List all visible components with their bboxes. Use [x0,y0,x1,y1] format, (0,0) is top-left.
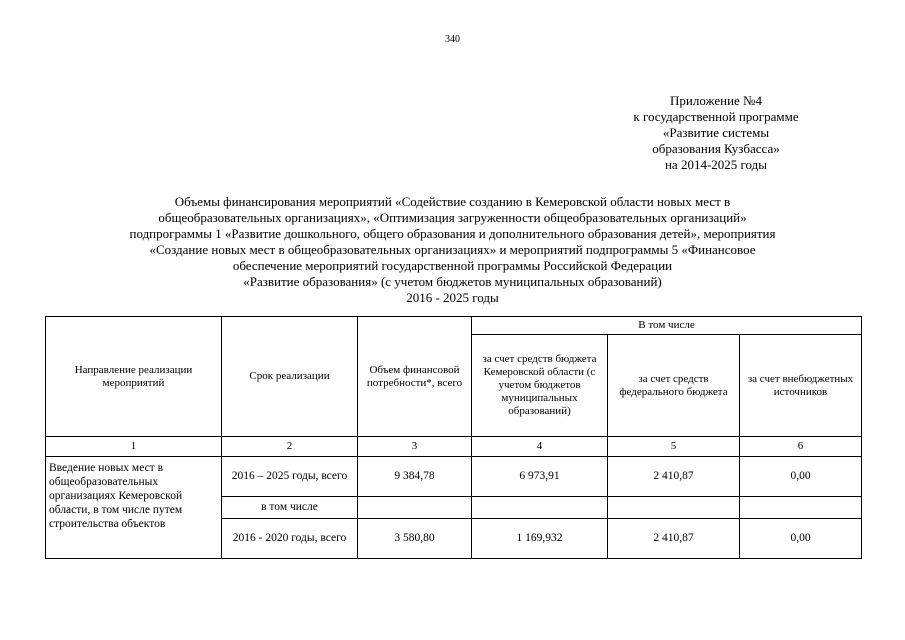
financing-table [45,316,862,559]
title-line: «Развитие образования» (с учетом бюджетов муниципальных образований) [243,274,662,289]
header-extrabudgetary: за счет внебюджетных источников [740,335,862,437]
page-number: 340 [445,34,460,45]
appendix-note [596,93,836,173]
column-number: 2 [222,437,358,457]
extra-cell: 0,00 [740,457,862,497]
title-line: 2016 - 2025 годы [406,290,499,305]
column-number-row [46,437,862,457]
table-row [46,457,862,497]
appendix-line: на 2014-2025 годы [664,157,768,172]
regional-cell: 6 973,91 [472,457,608,497]
title-line: общеобразовательных организациях», «Оптимизация загруженности общеобразовательных организаций» [158,210,747,225]
empty-cell [740,497,862,519]
title-line: подпрограммы 1 «Развитие дошкольного, общего образования и дополнительного образования детей», мероприятия [129,226,776,241]
federal-cell: 2 410,87 [608,519,740,559]
empty-cell [608,497,740,519]
federal-cell: 2 410,87 [608,457,740,497]
header-period: Срок реализации [222,317,358,437]
appendix-line: к государственной программе [633,109,799,124]
appendix-line: образования Кузбасса» [652,141,780,156]
title-line: Объемы финансирования мероприятий «Содействие созданию в Кемеровской области новых мест в [174,194,731,209]
regional-cell: 1 169,932 [472,519,608,559]
extra-cell: 0,00 [740,519,862,559]
header-direction: Направление реализации мероприятий [46,317,222,437]
title-line: обеспечение мероприятий государственной программы Российской Федерации [232,258,673,273]
header-volume: Объем финансовой потребности*, всего [358,317,472,437]
column-number: 6 [740,437,862,457]
direction-cell: Введение новых мест в общеобразовательных организациях Кемеровской области, в том числе путем строительства объектов [46,457,222,559]
title-line: «Создание новых мест в общеобразовательных организациях» и мероприятий подпрограммы 5 «Финансовое [149,242,756,257]
appendix-line: Приложение №4 [670,93,762,108]
column-number: 1 [46,437,222,457]
period-cell: 2016 - 2020 годы, всего [222,519,358,559]
header-federal-budget: за счет средств федерального бюджета [608,335,740,437]
header-regional-budget: за счет средств бюджета Кемеровской области (с учетом бюджетов муниципальных образований) [472,335,608,437]
volume-cell: 9 384,78 [358,457,472,497]
document-title [40,194,865,306]
appendix-line: «Развитие системы [662,125,770,140]
column-number: 5 [608,437,740,457]
volume-cell: 3 580,80 [358,519,472,559]
empty-cell [472,497,608,519]
empty-cell [358,497,472,519]
header-including: В том числе [472,317,862,335]
period-cell: в том числе [222,497,358,519]
column-number: 4 [472,437,608,457]
column-number: 3 [358,437,472,457]
period-cell: 2016 – 2025 годы, всего [222,457,358,497]
